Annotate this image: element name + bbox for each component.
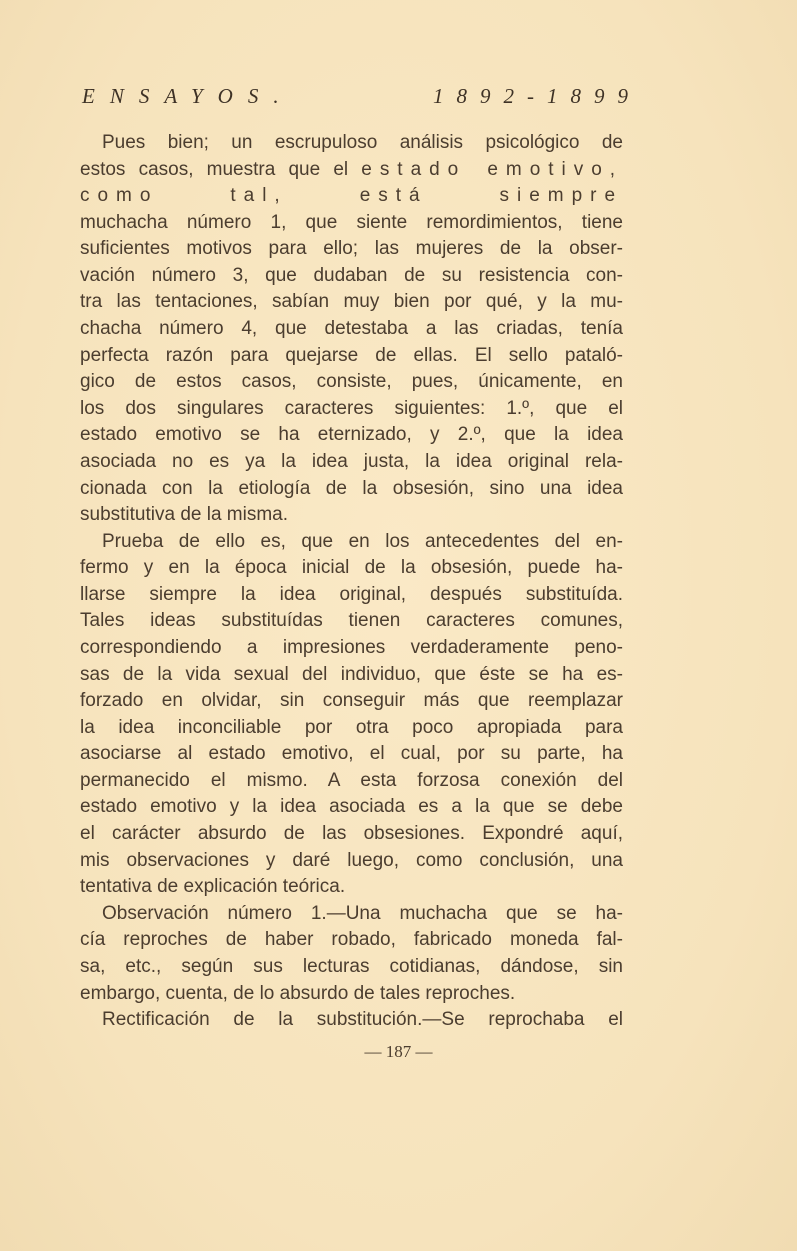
header-years: 1892-1899 — [433, 84, 641, 108]
text-line: cionada con la etiología de la obsesión, sino una idea — [80, 477, 623, 499]
text-line: estado emotivo y la idea asociada es a la que se debe — [80, 796, 623, 818]
text-line — [80, 183, 623, 210]
body-text — [80, 130, 623, 1034]
text-line: Pues bien; un escrupuloso análisis psicológico de — [102, 132, 623, 153]
text-line: substitutiva de la misma. — [80, 504, 289, 526]
spaced-emphasis: como tal, está siempre — [80, 185, 623, 207]
text-line: la idea inconciliable por otra poco apropiada para — [80, 716, 623, 738]
text-line: sa, etc., según sus lecturas cotidianas, dándose, sin — [80, 955, 623, 977]
text-line: Observación número 1.—Una muchacha que se ha- — [102, 902, 623, 924]
text-line: suficientes motivos para ello; las mujeres de la obser- — [80, 238, 623, 260]
text-line: tentativa de explicación teórica. — [80, 876, 346, 898]
text-line: permanecido el mismo. A esta forzosa conexión del — [80, 769, 623, 791]
text-line: correspondiendo a impresiones verdaderamente peno- — [80, 636, 623, 658]
text-line: llarse siempre la idea original, después substituída. — [80, 583, 623, 605]
line-segment: estos casos, muestra que el — [80, 158, 362, 180]
text-line: estado emotivo se ha eternizado, y 2.º, que la idea — [80, 424, 623, 446]
text-line: vación número 3, que dudaban de su resistencia con- — [80, 264, 623, 286]
header-title: ENSAYOS. — [82, 84, 294, 108]
text-line: gico de estos casos, consiste, pues, únicamente, en — [80, 371, 623, 393]
running-header — [82, 84, 641, 109]
text-line: el carácter absurdo de las obsesiones. Expondré aquí, — [80, 823, 623, 845]
text-line: Rectificación de la substitución.—Se reprochaba el — [102, 1009, 623, 1031]
text-line: chacha número 4, que detestaba a las criadas, tenía — [80, 318, 623, 340]
text-line: cía reproches de haber robado, fabricado moneda fal- — [80, 929, 623, 951]
text-line: perfecta razón para quejarse de ellas. El sello pataló- — [80, 344, 623, 366]
text-line: tra las tentaciones, sabían muy bien por qué, y la mu- — [80, 291, 623, 313]
text-line: embargo, cuenta, de lo absurdo de tales reproches. — [80, 982, 516, 1004]
text-line: mis observaciones y daré luego, como conclusión, una — [80, 849, 623, 871]
text-line: Tales ideas substituídas tienen caracteres comunes, — [80, 610, 623, 632]
text-line: asociada no es ya la idea justa, la idea original rela- — [80, 450, 623, 472]
text-line: Prueba de ello es, que en los antecedentes del en- — [102, 530, 623, 552]
text-line: sas de la vida sexual del individuo, que éste se ha es- — [80, 663, 623, 685]
page-number: — 187 — — [364, 1042, 433, 1061]
text-line: muchacha número 1, que siente remordimientos, tiene — [80, 211, 623, 233]
spaced-emphasis: estado emotivo, — [361, 158, 623, 180]
text-line: asociarse al estado emotivo, el cual, por su parte, ha — [80, 743, 623, 765]
text-line: forzado en olvidar, sin conseguir más que reemplazar — [80, 690, 623, 712]
text-line: los dos singulares caracteres siguientes: 1.º, que el — [80, 397, 623, 419]
text-line: fermo y en la época inicial de la obsesión, puede ha- — [80, 557, 623, 579]
text-line — [80, 157, 623, 184]
